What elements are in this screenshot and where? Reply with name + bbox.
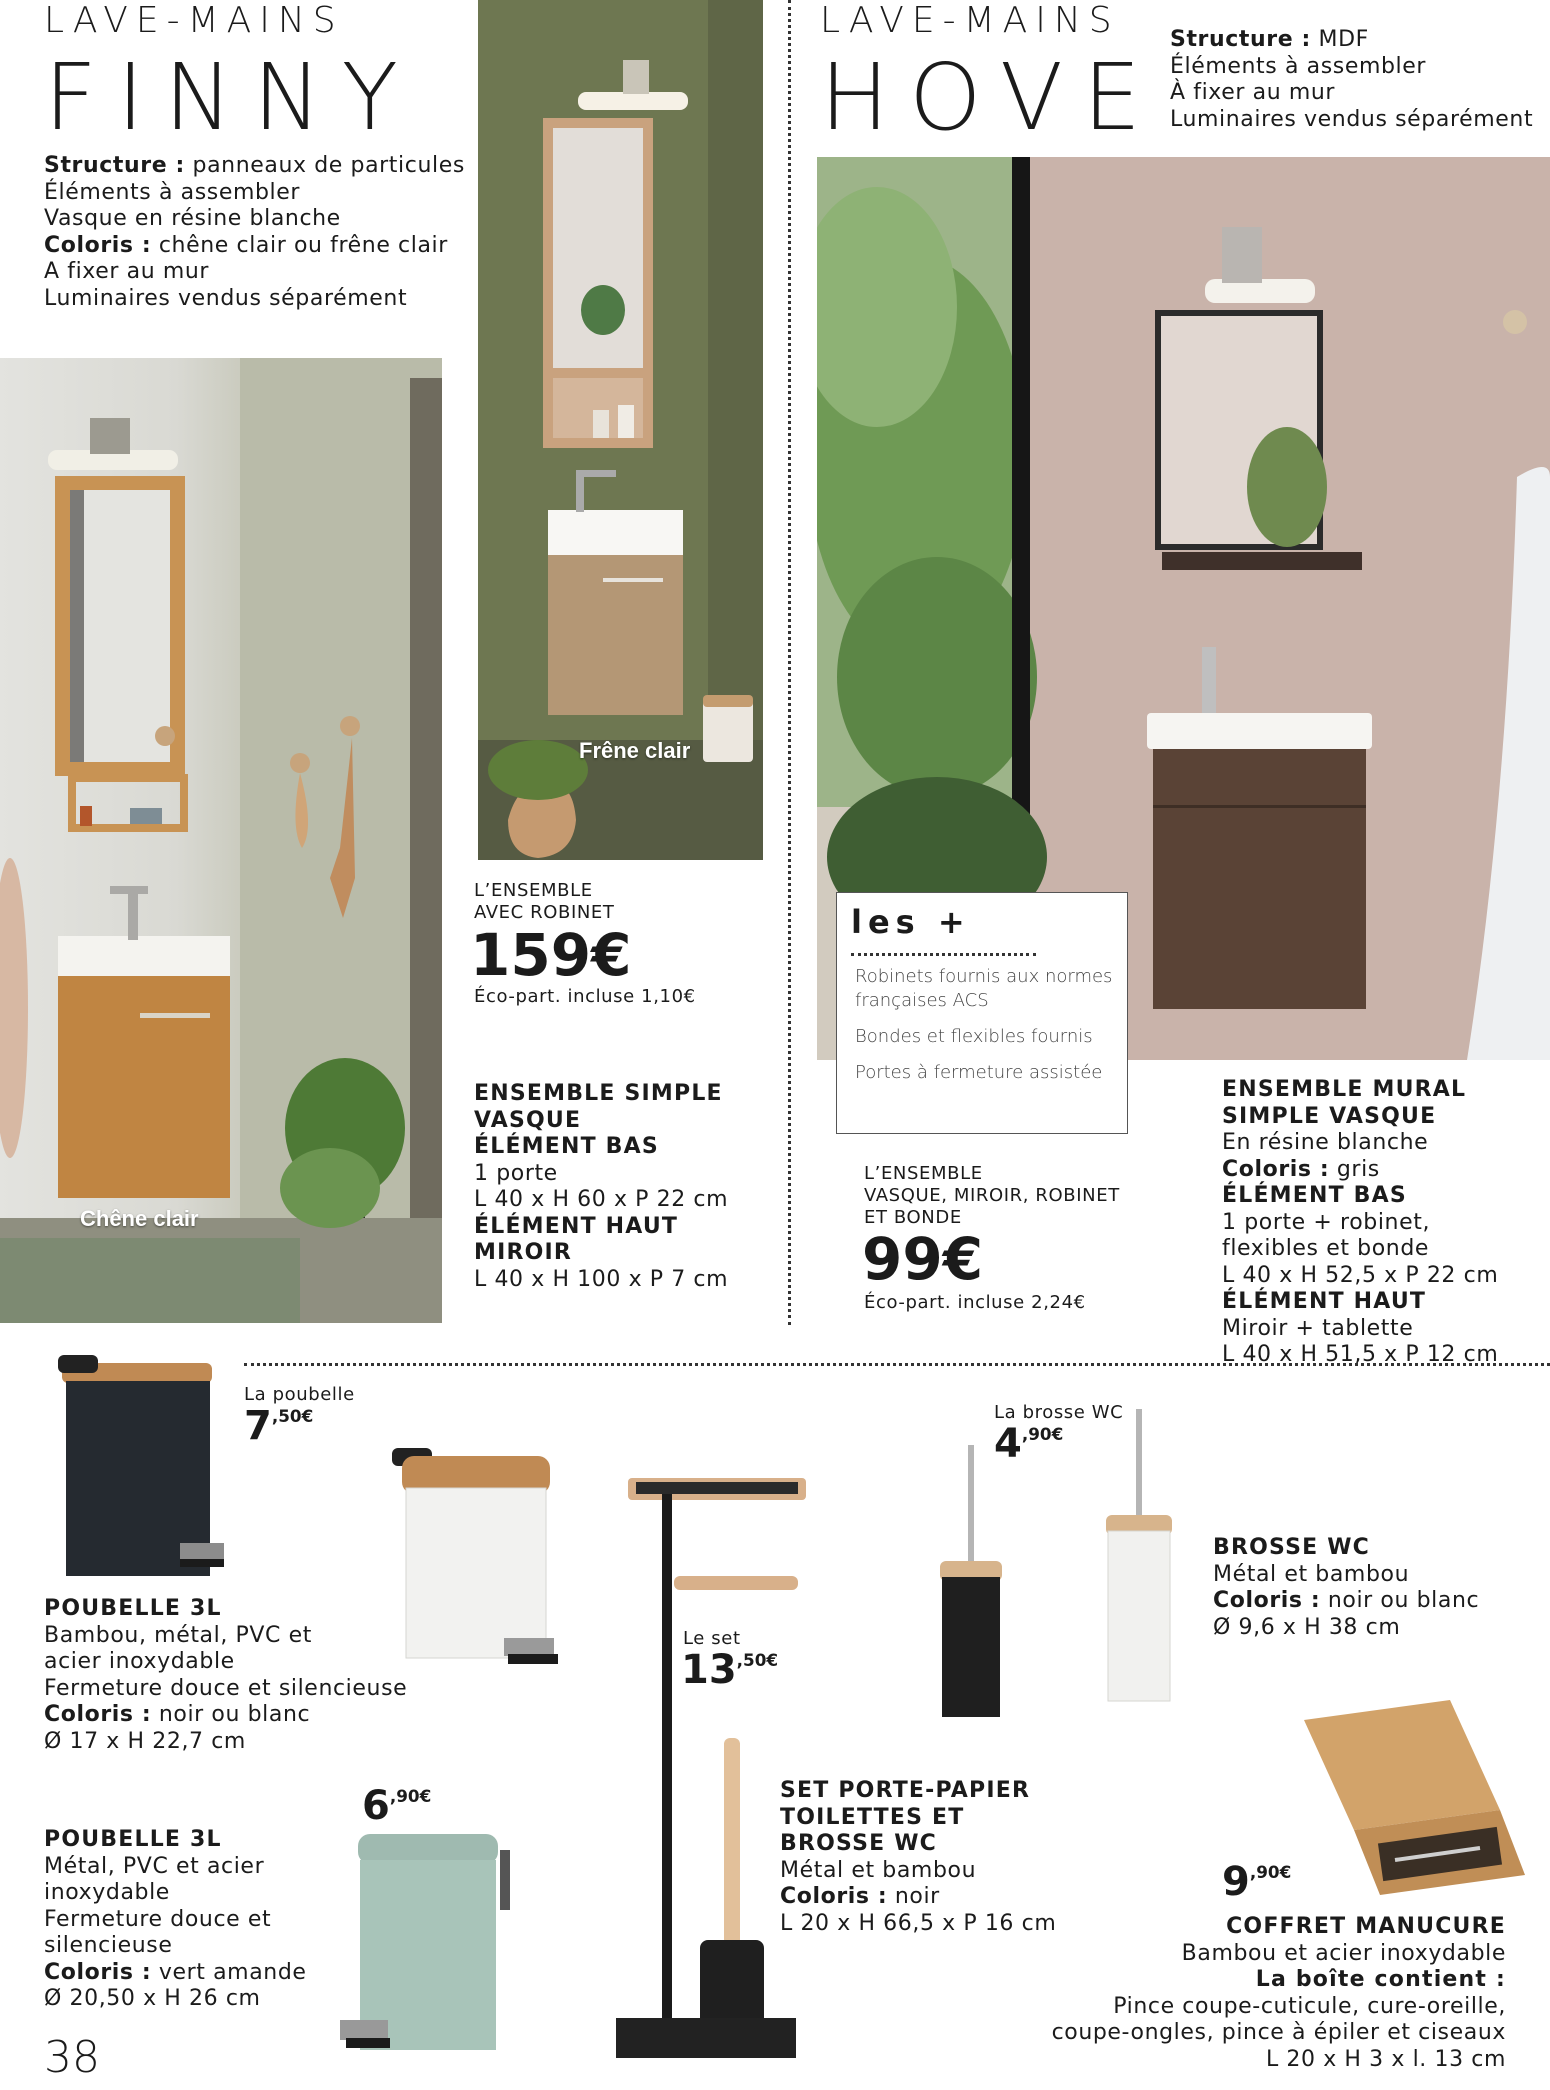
text-line	[780, 1911, 1056, 1938]
text-line-value: Pince coupe-cuticule, cure-oreille,	[1113, 1993, 1506, 2019]
text-line	[780, 1805, 1056, 1832]
text-line-value: 1 porte + robinet,	[1222, 1209, 1431, 1235]
text-line-value: BROSSE WC	[1213, 1535, 1371, 1560]
text-line	[44, 233, 465, 260]
text-line	[44, 206, 465, 233]
hove-desc	[1222, 1077, 1498, 1369]
text-line	[44, 1729, 407, 1756]
text-line	[1222, 1183, 1498, 1210]
finny-price-caption-1: L’ENSEMBLE	[474, 880, 593, 901]
text-line	[44, 259, 465, 286]
finny-desc	[474, 1081, 728, 1293]
text-line	[1170, 54, 1533, 81]
text-line-value: Ø 20,50 x H 26 cm	[44, 1986, 261, 2011]
text-line	[44, 286, 465, 313]
text-line-value: VASQUE	[474, 1107, 582, 1133]
text-line	[1222, 1104, 1498, 1131]
text-line	[474, 1187, 728, 1214]
text-line-value: A fixer au mur	[44, 259, 210, 284]
text-line	[1052, 1967, 1506, 1994]
text-line	[1170, 27, 1533, 54]
text-line	[1213, 1588, 1479, 1615]
text-line-value: ÉLÉMENT HAUT	[474, 1213, 679, 1239]
text-line-value: Bambou et acier inoxydable	[1181, 1940, 1506, 1966]
text-line-value: En résine blanche	[1222, 1130, 1429, 1155]
poubelle-noire-caption: La poubelle	[244, 1384, 355, 1405]
coffret-price	[1222, 1859, 1292, 1905]
text-line-value: ENSEMBLE MURAL	[1222, 1077, 1467, 1102]
hove-eco: Éco-part. incluse 2,24€	[864, 1292, 1086, 1313]
text-line	[44, 153, 465, 180]
poubelle-blanche-image	[388, 1448, 568, 1678]
hove-price-caption-3: ET BONDE	[864, 1207, 962, 1228]
text-line	[780, 1778, 1056, 1805]
text-line-value: Métal et bambou	[1213, 1561, 1410, 1587]
separator-horizontal	[244, 1363, 1550, 1366]
hove-plus-box	[836, 892, 1128, 1134]
text-line	[44, 1986, 307, 2013]
text-line-label: Coloris :	[44, 1959, 152, 1985]
poubelle-verte-desc	[44, 1827, 307, 2013]
text-line-label: Coloris :	[1213, 1588, 1321, 1613]
hove-plus-item-2: Bondes et flexibles fournis	[855, 1026, 1093, 1047]
text-line-value: ENSEMBLE SIMPLE	[474, 1081, 723, 1106]
text-line	[44, 180, 465, 207]
text-line-value: Bambou, métal, PVC et	[44, 1622, 312, 1648]
poubelle-noire-desc	[44, 1596, 407, 1755]
text-line-value: chêne clair ou frêne clair	[151, 232, 448, 258]
coffret-price-main: 9	[1222, 1859, 1250, 1905]
text-line	[1222, 1236, 1498, 1263]
text-line-value: La boîte contient :	[1255, 1967, 1506, 1992]
text-line-value: L 20 x H 66,5 x P 16 cm	[780, 1910, 1057, 1936]
text-line	[44, 1960, 307, 1987]
text-line-value: panneaux de particules	[184, 153, 465, 178]
poubelle-noire-price	[244, 1403, 314, 1449]
text-line-value: vert amande	[151, 1959, 307, 1985]
text-line	[474, 1161, 728, 1188]
hove-title: HOVE	[820, 44, 1162, 151]
text-line	[1213, 1562, 1479, 1589]
text-line-value: Luminaires vendus séparément	[44, 285, 408, 311]
text-line	[44, 1907, 307, 1934]
text-line-value: Éléments à assembler	[44, 179, 301, 205]
text-line-value: noir	[887, 1884, 940, 1909]
finny-price: 159€	[470, 921, 632, 989]
text-line	[1222, 1077, 1498, 1104]
text-line	[44, 1702, 407, 1729]
text-line	[44, 1933, 307, 1960]
finny-eco: Éco-part. incluse 1,10€	[474, 986, 696, 1007]
hove-price-caption-1: L’ENSEMBLE	[864, 1163, 983, 1184]
separator-vertical	[788, 0, 791, 1325]
text-line-value: L 40 x H 100 x P 7 cm	[474, 1266, 729, 1292]
text-line-value: Métal et bambou	[780, 1857, 977, 1883]
brosse-image	[930, 1405, 1190, 1725]
text-line-value: Luminaires vendus séparément	[1170, 106, 1534, 132]
text-line-label: Coloris :	[780, 1884, 888, 1909]
text-line-value: 1 porte	[474, 1160, 558, 1186]
text-line	[1052, 1994, 1506, 2021]
finny-price-caption-2: AVEC ROBINET	[474, 902, 615, 923]
hove-plus-item-3: Portes à fermeture assistée	[855, 1062, 1103, 1083]
text-line	[44, 1827, 307, 1854]
hove-plus-rule	[851, 953, 1036, 956]
text-line	[780, 1858, 1056, 1885]
text-line-value: inoxydable	[44, 1880, 170, 1905]
hove-price-caption-2: VASQUE, MIROIR, ROBINET	[864, 1185, 1120, 1206]
text-line	[44, 1854, 307, 1881]
text-line	[1170, 107, 1533, 134]
hove-plus-item-1: Robinets fournis aux normes françaises ACS	[855, 966, 1113, 1011]
finny-photo-chene-illustration	[0, 358, 442, 1323]
finny-photo-chene	[0, 358, 442, 1323]
text-line-value: ÉLÉMENT BAS	[474, 1134, 659, 1159]
text-line-value: L 20 x H 3 x l. 13 cm	[1265, 2046, 1506, 2072]
brosse-price-main: 4	[994, 1421, 1022, 1467]
hove-kicker: LAVE-MAINS	[820, 0, 1120, 41]
set-desc	[780, 1778, 1056, 1937]
text-line-value: L 40 x H 52,5 x P 22 cm	[1222, 1262, 1499, 1288]
finny-specs	[44, 153, 465, 312]
brosse-price-cents: ,90€	[1021, 1423, 1064, 1444]
text-line	[1052, 2047, 1506, 2074]
text-line	[474, 1081, 728, 1108]
text-line	[1052, 1914, 1506, 1941]
text-line-value: noir ou blanc	[1320, 1588, 1480, 1613]
text-line	[474, 1108, 728, 1135]
text-line-value: Ø 17 x H 22,7 cm	[44, 1728, 246, 1754]
text-line-value: COFFRET MANUCURE	[1226, 1914, 1506, 1939]
set-porte-papier-image	[614, 1470, 814, 2070]
text-line-value: SIMPLE VASQUE	[1222, 1103, 1437, 1129]
text-line-value: flexibles et bonde	[1222, 1236, 1430, 1261]
text-line-value: MIROIR	[474, 1240, 573, 1265]
set-price	[681, 1647, 779, 1693]
text-line-value: ÉLÉMENT HAUT	[1222, 1289, 1427, 1314]
text-line	[1052, 1941, 1506, 1968]
brosse-desc	[1213, 1535, 1479, 1641]
text-line-label: Coloris :	[1222, 1156, 1330, 1182]
finny-tag-chene: Chêne clair	[80, 1206, 199, 1231]
text-line	[44, 1596, 407, 1623]
text-line-label: Coloris :	[44, 1702, 152, 1727]
text-line	[474, 1240, 728, 1267]
text-line-value: POUBELLE 3L	[44, 1596, 222, 1621]
finny-photo-frene-illustration	[478, 0, 763, 860]
hove-plus-title: les +	[851, 903, 971, 941]
text-line	[1213, 1535, 1479, 1562]
poubelle-verte-price	[362, 1783, 432, 1829]
poubelle-verte-image	[340, 1830, 520, 2070]
text-line	[44, 1623, 407, 1650]
finny-kicker: LAVE-MAINS	[44, 0, 344, 41]
text-line	[44, 1676, 407, 1703]
text-line-value: L 40 x H 51,5 x P 12 cm	[1222, 1342, 1499, 1367]
text-line	[1222, 1316, 1498, 1343]
text-line	[780, 1884, 1056, 1911]
text-line-value: silencieuse	[44, 1933, 173, 1958]
text-line	[1052, 2020, 1506, 2047]
text-line	[474, 1134, 728, 1161]
text-line-value: acier inoxydable	[44, 1649, 235, 1674]
poubelle-verte-price-cents: ,90€	[389, 1785, 432, 1806]
text-line	[1222, 1210, 1498, 1237]
hove-price: 99€	[862, 1225, 984, 1293]
finny-photo-frene	[478, 0, 763, 860]
text-line-value: Métal, PVC et acier	[44, 1853, 265, 1879]
text-line-value: MDF	[1310, 27, 1369, 52]
set-price-main: 13	[681, 1647, 737, 1693]
coffret-image	[1300, 1700, 1530, 1900]
coffret-desc	[1052, 1914, 1506, 2073]
text-line-value: Fermeture douce et silencieuse	[44, 1675, 408, 1701]
text-line	[1222, 1263, 1498, 1290]
text-line-value: Fermeture douce et	[44, 1906, 272, 1932]
text-line	[1170, 80, 1533, 107]
text-line	[780, 1831, 1056, 1858]
text-line	[474, 1214, 728, 1241]
text-line	[1222, 1289, 1498, 1316]
page-number: 38	[44, 2032, 100, 2083]
text-line-value: ÉLÉMENT BAS	[1222, 1183, 1407, 1208]
text-line	[1222, 1130, 1498, 1157]
text-line	[474, 1267, 728, 1294]
text-line-label: Structure :	[1170, 27, 1311, 52]
text-line-label: Coloris :	[44, 232, 152, 258]
text-line-value: À fixer au mur	[1170, 80, 1336, 105]
text-line-value: gris	[1329, 1156, 1380, 1182]
text-line-value: POUBELLE 3L	[44, 1827, 222, 1852]
text-line-value: Éléments à assembler	[1170, 53, 1427, 79]
poubelle-noire-image	[50, 1355, 230, 1585]
text-line-value: SET PORTE-PAPIER	[780, 1778, 1031, 1803]
text-line-label: Structure :	[44, 153, 185, 178]
finny-title: FINNY	[44, 44, 418, 151]
text-line-value: L 40 x H 60 x P 22 cm	[474, 1187, 729, 1212]
text-line	[1213, 1615, 1479, 1642]
text-line-value: Miroir + tablette	[1222, 1315, 1414, 1341]
brosse-caption: La brosse WC	[994, 1402, 1124, 1423]
finny-tag-frene: Frêne clair	[579, 738, 691, 763]
text-line	[1222, 1157, 1498, 1184]
text-line-value: BROSSE WC	[780, 1831, 938, 1856]
coffret-price-cents: ,90€	[1249, 1861, 1292, 1882]
text-line-value: coupe-ongles, pince à épiler et ciseaux	[1051, 2020, 1506, 2045]
poubelle-verte-price-main: 6	[362, 1783, 390, 1829]
hove-specs	[1170, 27, 1533, 133]
text-line-value: Vasque en résine blanche	[44, 206, 341, 231]
text-line-value: TOILETTES ET	[780, 1804, 965, 1830]
set-price-cents: ,50€	[736, 1649, 779, 1670]
poubelle-noire-price-cents: ,50€	[271, 1405, 314, 1426]
text-line	[44, 1649, 407, 1676]
text-line-value: Ø 9,6 x H 38 cm	[1213, 1614, 1401, 1640]
poubelle-noire-price-main: 7	[244, 1403, 272, 1449]
set-caption: Le set	[683, 1628, 741, 1649]
text-line	[44, 1880, 307, 1907]
hove-plus-list	[855, 965, 1115, 1097]
text-line-value: noir ou blanc	[151, 1702, 311, 1727]
